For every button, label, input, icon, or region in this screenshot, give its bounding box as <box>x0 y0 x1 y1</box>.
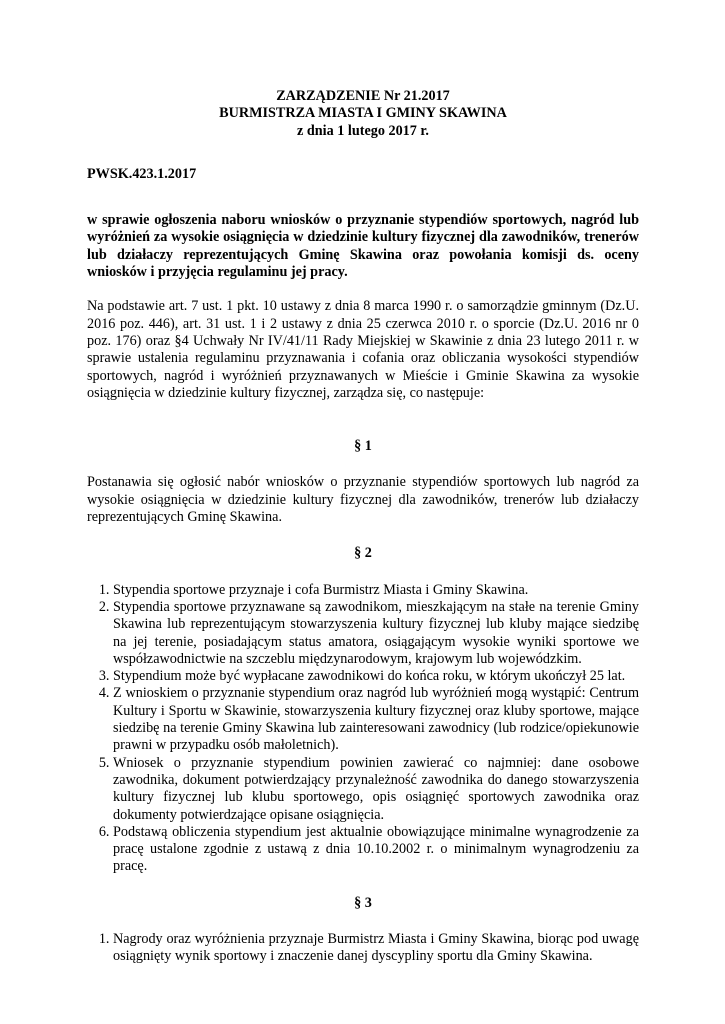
section-2-item-1: 1. Stypendia sportowe przyznaje i cofa Burmistrz Miasta i Gminy Skawina. <box>113 582 639 599</box>
section-2-item-2: 2. Stypendia sportowe przyznawane są zawodnikom, mieszkającym na stałe na terenie Gminy Skawina lub reprezentującym stowarzyszenia kultury fizycznej lub kluby mające siedzibę na jej terenie, posiadającym status amatora, osiągającym wysokie wyniki sportowe we współzawodnictwie na szczeblu międzynarodowym, krajowym lub wojewódzkim. <box>113 599 639 668</box>
section-3-item-1: 1. Nagrody oraz wyróżnienia przyznaje Burmistrz Miasta i Gminy Skawina, biorąc pod uwagę osiągnięty wynik sportowy i znaczenie danej dyscypliny sportu dla Gminy Skawina. <box>113 931 639 966</box>
section-2-item-4: 4. Z wnioskiem o przyznanie stypendium oraz nagród lub wyróżnień mogą wystąpić: Centrum Kultury i Sportu w Skawinie, stowarzyszenia kultury fizycznej oraz kluby sportowe, mające siedzibę na terenie Gminy Skawina lub zainteresowani zawodnicy (lub rodzice/opiekunowie prawni w przypadku osób małoletnich). <box>113 685 639 754</box>
section-3-list <box>87 931 639 966</box>
reference-number: PWSK.423.1.2017 <box>87 165 197 182</box>
document-page <box>87 88 639 966</box>
section-2-item-5: 5. Wniosek o przyznanie stypendium powinien zawierać co najmniej: dane osobowe zawodnika, dokument potwierdzający przynależność zawodnika do danego stowarzyszenia kultury fizycznej lub klubu sportowego, opis osiągnięć sportowych zawodnika oraz dokumenty potwierdzające opisane osiągnięcia. <box>113 755 639 824</box>
document-title-line-2: BURMISTRZA MIASTA I GMINY SKAWINA <box>219 105 507 122</box>
section-2-item-6: 6. Podstawą obliczenia stypendium jest aktualnie obowiązujące minimalne wynagrodzenie za pracę ustalone zgodnie z ustawą z dnia 10.10.2002 r. o minimalnym wynagrodzeniu za pracę. <box>113 824 639 876</box>
document-date: z dnia 1 lutego 2017 r. <box>297 122 429 139</box>
document-subject: w sprawie ogłoszenia naboru wniosków o przyznanie stypendiów sportowych, nagród lub wyróżnień za wysokie osiągnięcia w dziedzinie kultury fizycznej dla zawodników, trenerów lub działaczy reprezentujących Gminę Skawina oraz powołania komisji ds. oceny wniosków i przyjęcia regulaminu jej pracy. <box>87 212 639 281</box>
section-2-heading: § 2 <box>354 545 372 562</box>
section-1-heading: § 1 <box>354 438 372 455</box>
section-2-list <box>87 582 639 876</box>
legal-basis: Na podstawie art. 7 ust. 1 pkt. 10 ustawy z dnia 8 marca 1990 r. o samorządzie gminnym (Dz.U. 2016 poz. 446), art. 31 ust. 1 i 2 ustawy z dnia 25 czerwca 2010 r. o sporcie (Dz.U. 2016 nr 0 poz. 176) oraz §4 Uchwały Nr IV/41/11 Rady Miejskiej w Skawinie z dnia 23 lutego 2011 r. w sprawie ustalenia regulaminu przyznawania i cofania oraz obliczania wysokości stypendiów sportowych, nagród i wyróżnień przyznawanych w Mieście i Gminie Skawina za wysokie osiągnięcia w dziedzinie kultury fizycznej, zarządza się, co następuje: <box>87 298 639 401</box>
section-3-heading: § 3 <box>354 894 372 911</box>
document-title-line-1: ZARZĄDZENIE Nr 21.2017 <box>276 88 450 104</box>
section-2-item-3: 3. Stypendium może być wypłacane zawodnikowi do końca roku, w którym ukończył 25 lat. <box>113 668 639 685</box>
section-1-text: Postanawia się ogłosić nabór wniosków o przyznanie stypendiów sportowych lub nagród za wysokie osiągnięcia w dziedzinie kultury fizycznej dla zawodników, trenerów lub działaczy reprezentujących Gminę Skawina. <box>87 474 639 526</box>
